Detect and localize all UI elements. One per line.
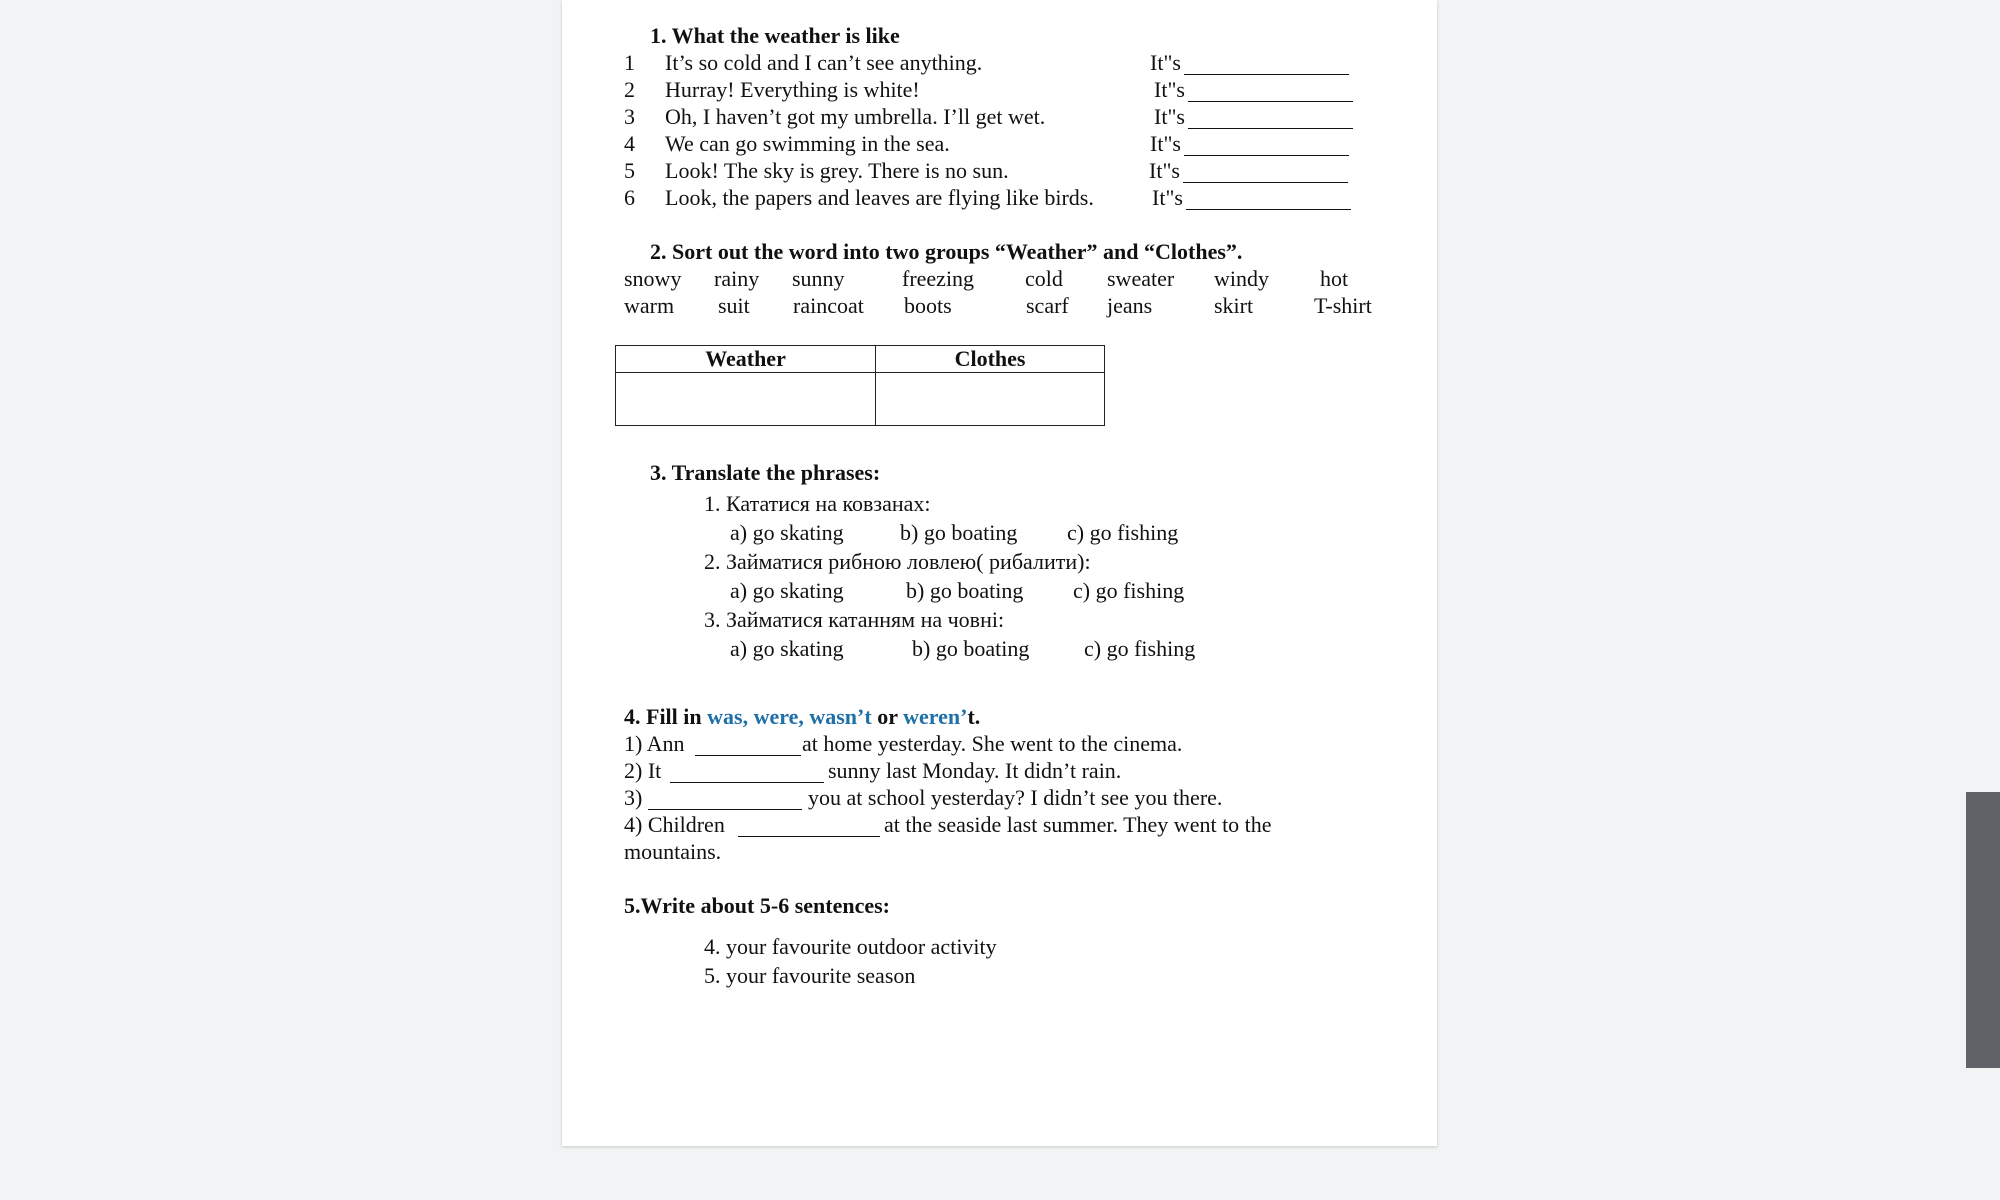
- row-text: Hurray! Everything is white!: [665, 77, 920, 102]
- word: freezing: [902, 266, 975, 291]
- sentence-continuation: mountains.: [624, 839, 722, 864]
- row-number: 1: [624, 50, 635, 75]
- sentence-prefix: 3): [624, 785, 643, 810]
- sentence-suffix: sunny last Monday. It didn’t rain.: [828, 758, 1122, 783]
- phrase-prompt: 1. Кататися на ковзанах:: [704, 491, 931, 516]
- row-number: 6: [624, 185, 635, 210]
- word: snowy: [624, 266, 682, 291]
- fill-blank[interactable]: [648, 791, 802, 810]
- row-number: 5: [624, 158, 635, 183]
- row-text: It’s so cold and I can’t see anything.: [665, 50, 983, 75]
- answer-blank[interactable]: [1186, 191, 1351, 210]
- answer-prefix: It"s: [1154, 77, 1185, 102]
- sentence-suffix: at home yesterday. She went to the cinema.: [802, 731, 1183, 756]
- row-text: Oh, I haven’t got my umbrella. I’ll get wet.: [665, 104, 1046, 129]
- phrase-prompt: 3. Займатися катанням на човні:: [704, 607, 1005, 632]
- row-number: 2: [624, 77, 635, 102]
- word: raincoat: [793, 293, 864, 318]
- sentence-suffix: at the seaside last summer. They went to the: [884, 812, 1272, 837]
- row-number: 4: [624, 131, 635, 156]
- answer-blank[interactable]: [1188, 83, 1353, 102]
- word: T-shirt: [1314, 293, 1372, 318]
- sort-table: [615, 345, 1105, 426]
- fill-blank[interactable]: [670, 764, 824, 783]
- sentence-suffix: you at school yesterday? I didn’t see you there.: [808, 785, 1223, 810]
- answer-blank[interactable]: [1188, 110, 1353, 129]
- fill-blank[interactable]: [738, 818, 880, 837]
- word: rainy: [714, 266, 760, 291]
- option-a: a) go skating: [730, 578, 844, 603]
- option-c: c) go fishing: [1073, 578, 1185, 603]
- word: sunny: [792, 266, 845, 291]
- word: jeans: [1107, 293, 1153, 318]
- document-page: [562, 0, 1437, 1146]
- fill-blank[interactable]: [695, 737, 801, 756]
- sentence-prefix: 2) It: [624, 758, 662, 783]
- option-c: c) go fishing: [1084, 636, 1196, 661]
- highlight-word: weren’: [903, 704, 968, 729]
- answer-blank[interactable]: [1184, 137, 1349, 156]
- answer-prefix: It"s: [1152, 185, 1183, 210]
- answer-prefix: It"s: [1150, 50, 1181, 75]
- vertical-scrollbar[interactable]: [1964, 0, 2000, 1200]
- row-text: Look! The sky is grey. There is no sun.: [665, 158, 1009, 183]
- word: windy: [1214, 266, 1269, 291]
- answer-blank[interactable]: [1183, 164, 1348, 183]
- sentence-prefix: 4) Children: [624, 812, 725, 837]
- writing-topic: 4. your favourite outdoor activity: [704, 934, 997, 959]
- row-text: Look, the papers and leaves are flying like birds.: [665, 185, 1094, 210]
- word: skirt: [1214, 293, 1254, 318]
- title-start: 4. Fill in: [624, 704, 708, 729]
- option-b: b) go boating: [900, 520, 1018, 545]
- word: hot: [1320, 266, 1349, 291]
- section5-title: 5.Write about 5-6 sentences:: [624, 893, 890, 918]
- option-b: b) go boating: [906, 578, 1024, 603]
- scrollbar-thumb[interactable]: [1966, 792, 2000, 1068]
- answer-prefix: It"s: [1150, 131, 1181, 156]
- word: warm: [624, 293, 675, 318]
- section3-title: 3. Translate the phrases:: [650, 460, 881, 485]
- clothes-cell[interactable]: [876, 373, 1105, 426]
- word: boots: [904, 293, 952, 318]
- section2-title: 2. Sort out the word into two groups “Weather” and “Clothes”.: [650, 239, 1243, 264]
- phrase-prompt: 2. Займатися рибною ловлею( рибалити):: [704, 549, 1091, 574]
- answer-prefix: It"s: [1154, 104, 1185, 129]
- word: scarf: [1026, 293, 1069, 318]
- writing-topic: 5. your favourite season: [704, 963, 916, 988]
- row-text: We can go swimming in the sea.: [665, 131, 950, 156]
- option-a: a) go skating: [730, 520, 844, 545]
- answer-blank[interactable]: [1184, 56, 1349, 75]
- weather-cell[interactable]: [616, 373, 876, 426]
- option-a: a) go skating: [730, 636, 844, 661]
- word: cold: [1025, 266, 1063, 291]
- clothes-column-header: Clothes: [876, 346, 1105, 373]
- option-b: b) go boating: [912, 636, 1030, 661]
- answer-prefix: It"s: [1149, 158, 1180, 183]
- title-mid: or: [871, 704, 904, 729]
- word: suit: [718, 293, 750, 318]
- option-c: c) go fishing: [1067, 520, 1179, 545]
- section4-title: [624, 704, 980, 730]
- sentence-prefix: 1) Ann: [624, 731, 685, 756]
- row-number: 3: [624, 104, 635, 129]
- word: sweater: [1107, 266, 1175, 291]
- section1-title: 1. What the weather is like: [650, 23, 900, 48]
- title-end: t.: [967, 704, 981, 729]
- highlight-words: was, were, wasn’t: [707, 704, 872, 729]
- weather-column-header: Weather: [616, 346, 876, 373]
